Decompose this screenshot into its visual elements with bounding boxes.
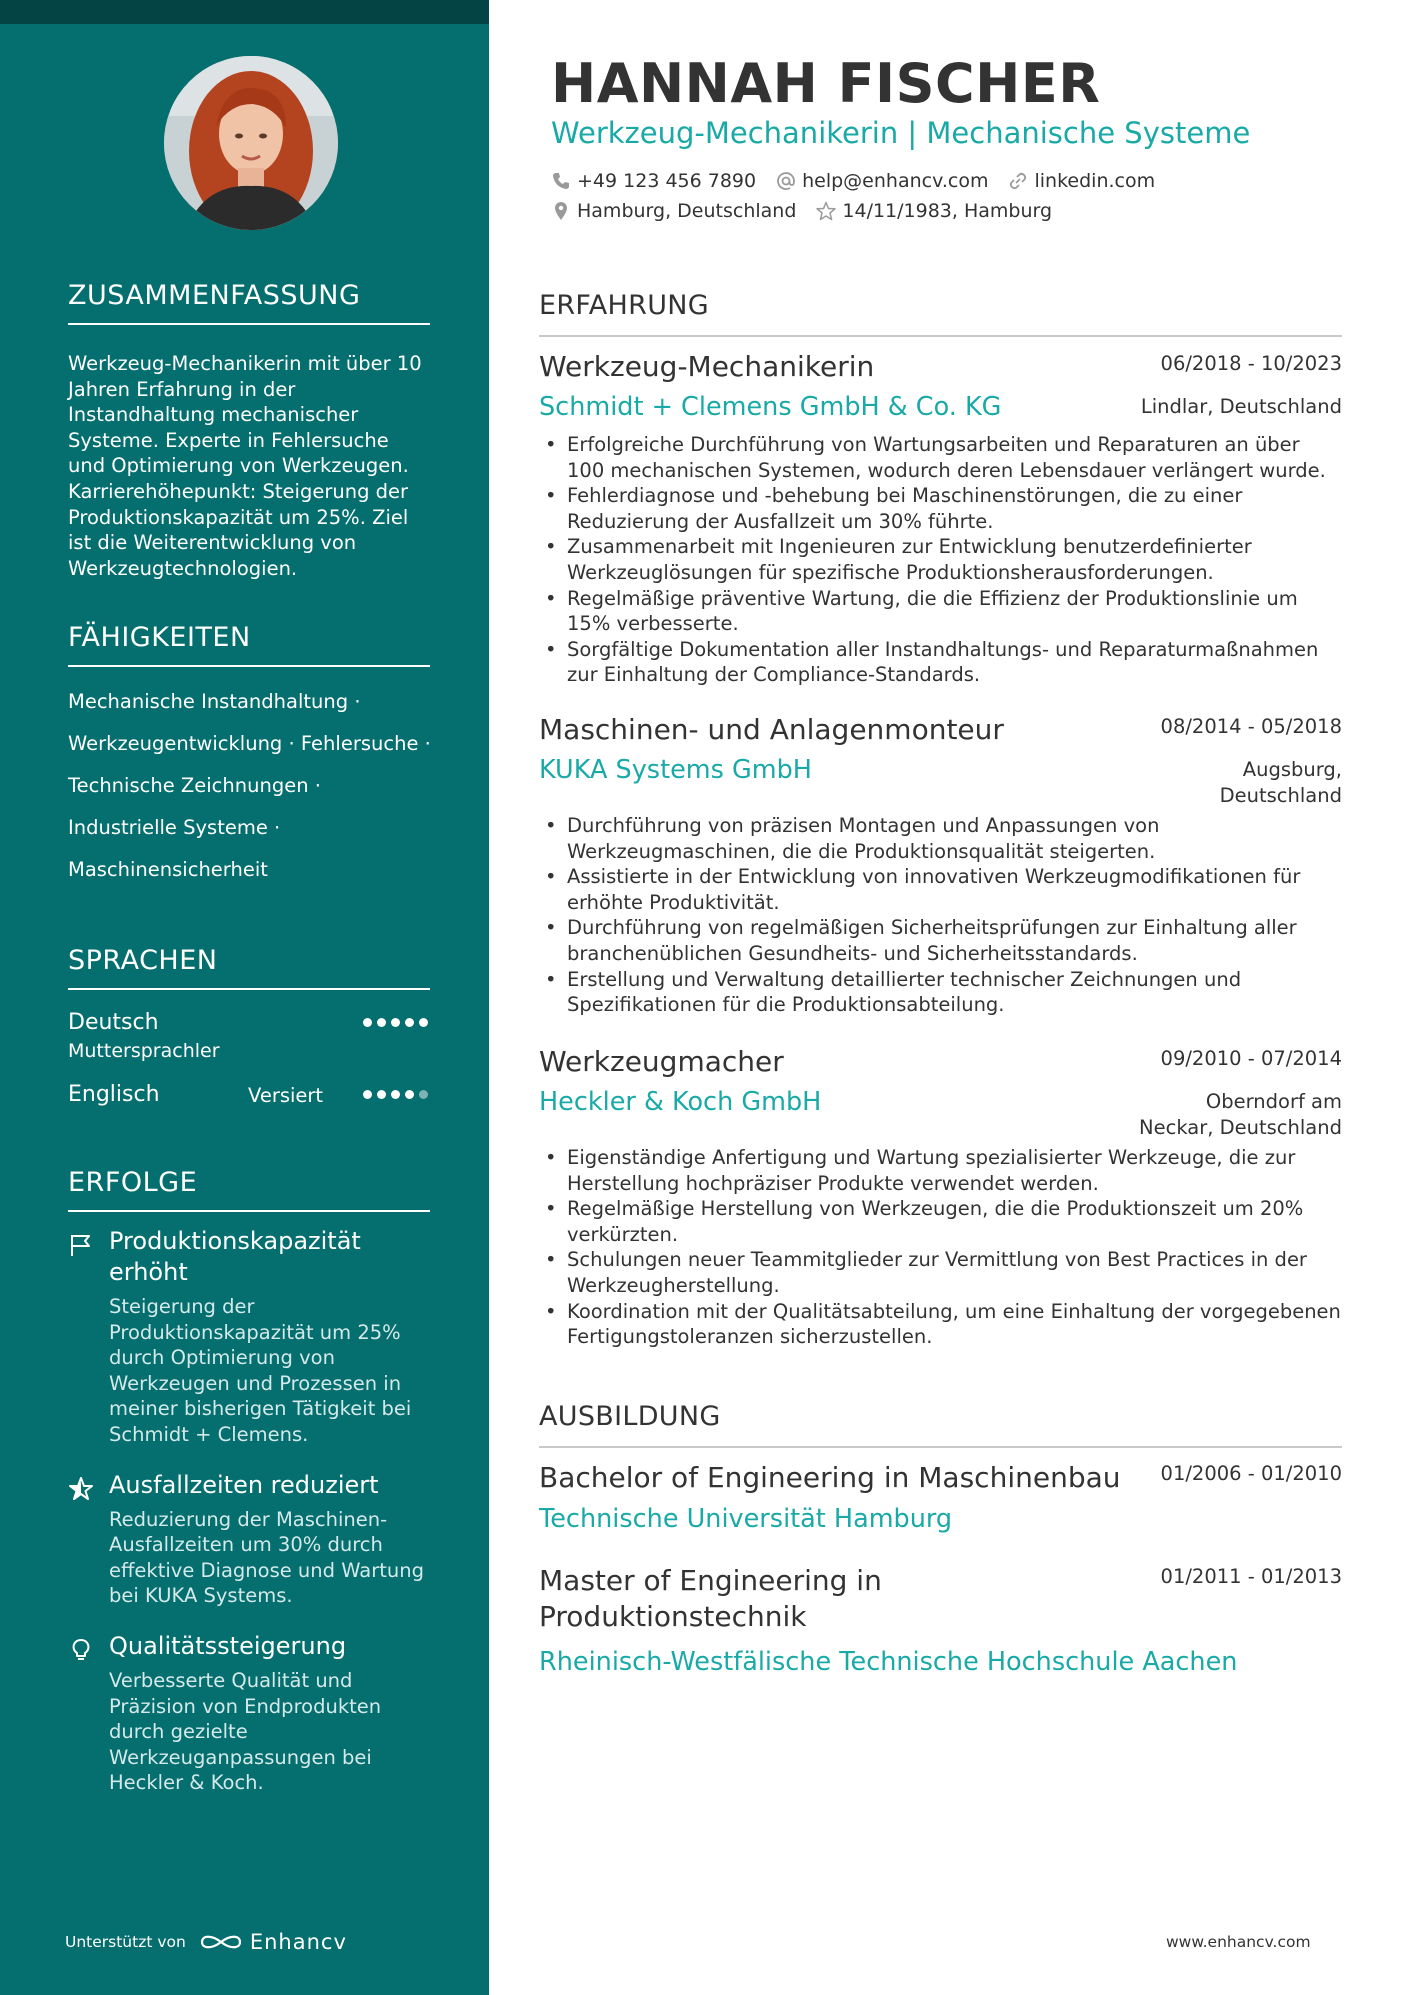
job-dates: 06/2018 - 10/2023 [1160, 352, 1342, 375]
linkedin-text: linkedin.com [1034, 170, 1156, 192]
job-bullets [539, 432, 1342, 688]
job-title: Maschinen- und Anlagenmonteur [539, 713, 1004, 746]
education-section [539, 1401, 1342, 1448]
job-bullets [539, 813, 1342, 1018]
star-icon [68, 1476, 94, 1502]
link-icon [1008, 171, 1028, 191]
achievement-desc: Reduzierung der Maschinen-Ausfallzeiten um 30% durch effektive Diagnose und Wartung bei KUKA Systems. [109, 1507, 424, 1608]
contact-linkedin[interactable] [1008, 170, 1155, 192]
contact-email[interactable] [776, 170, 988, 192]
language-rating [363, 1090, 428, 1099]
email-text: help@enhancv.com [802, 170, 989, 192]
job-title: Werkzeug-Mechanikerin [539, 350, 875, 383]
skills-title: FÄHIGKEITEN [68, 622, 430, 667]
language-name: Deutsch [68, 1010, 159, 1035]
rating-dot [391, 1018, 400, 1027]
job-bullet: • Durchführung von regelmäßigen Sicherheitsprüfungen zur Einhaltung aller branchenüblichen Gesundheits- und Sicherheitsstandards. [539, 915, 1342, 966]
contact-row [551, 200, 1052, 222]
language-item [68, 990, 430, 1062]
experience-title: ERFAHRUNG [539, 290, 1342, 337]
job-title: Werkzeugmacher [539, 1045, 784, 1078]
skills-list [68, 681, 430, 891]
education-school: Rheinisch-Westfälische Technische Hochschule Aachen [539, 1647, 1238, 1677]
job-dates: 09/2010 - 07/2014 [1160, 1047, 1342, 1070]
birth-text: 14/11/1983, Hamburg [842, 200, 1053, 222]
location-pin-icon [551, 201, 571, 221]
skills-section [68, 622, 430, 891]
rating-dot [363, 1018, 372, 1027]
rating-dot [419, 1018, 428, 1027]
contact-location [551, 200, 796, 222]
language-level: Versiert [248, 1084, 324, 1107]
job-bullet: • Zusammenarbeit mit Ingenieuren zur Entwicklung benutzerdefinierter Werkzeuglösungen für spezifische Produktionsherausforderungen. [539, 534, 1342, 585]
job-bullet: • Erfolgreiche Durchführung von Wartungsarbeiten und Reparaturen an über 100 mechanischen Systemen, wodurch deren Lebensdauer verlängert wurde. [539, 432, 1342, 483]
skill-line: Industrielle Systeme · [68, 816, 281, 839]
summary-title: ZUSAMMENFASSUNG [68, 280, 430, 325]
job-bullet: • Regelmäßige Herstellung von Werkzeugen, die die Produktionszeit um 20% verkürzten. [539, 1196, 1342, 1247]
language-level: Muttersprachler [68, 1040, 220, 1062]
headline: Werkzeug-Mechanikerin | Mechanische Systeme [551, 116, 1251, 150]
sidebar-top-bar [0, 0, 489, 24]
achievement-item [68, 1470, 430, 1609]
education-school: Technische Universität Hamburg [539, 1504, 953, 1534]
star-outline-icon [816, 201, 836, 221]
job-location: Augsburg, Deutschland [1219, 758, 1342, 807]
job-dates: 08/2014 - 05/2018 [1160, 715, 1342, 738]
job-bullets [539, 1145, 1342, 1350]
powered-by [65, 1930, 347, 1954]
achievement-desc: Steigerung der Produktionskapazität um 25% durch Optimierung von Werkzeugen und Prozessen in meiner bisherigen Tätigkeit bei Schmidt + Clemens. [109, 1295, 412, 1446]
rating-dot [405, 1018, 414, 1027]
contact-birth [816, 200, 1052, 222]
language-name: Englisch [68, 1082, 160, 1107]
achievements-title: ERFOLGE [68, 1167, 430, 1212]
language-rating [363, 1018, 428, 1027]
rating-dot [391, 1090, 400, 1099]
skill-line: Mechanische Instandhaltung · [68, 690, 361, 713]
job-bullet: • Regelmäßige präventive Wartung, die die Effizienz der Produktionslinie um 15% verbesserte. [539, 586, 1342, 637]
at-icon [776, 171, 796, 191]
summary-text: Werkzeug-Mechanikerin mit über 10 Jahren Erfahrung in der Instandhaltung mechanischer Systeme. Experte in Fehlersuche und Optimierung von Werkzeugen. Karrierehöhepunkt: Steigerung der Produktionskapazität um 25%. Ziel ist die Weiterentwicklung von Werkzeugtechnologien. [68, 352, 422, 580]
lightbulb-icon [68, 1637, 94, 1663]
rating-dot [363, 1090, 372, 1099]
job-location: Lindlar, Deutschland [1140, 395, 1342, 418]
education-degree: Bachelor of Engineering in Maschinenbau [539, 1461, 1121, 1494]
candidate-name: HANNAH FISCHER [551, 52, 1101, 115]
job-company: Schmidt + Clemens GmbH & Co. KG [539, 392, 1002, 422]
languages-title: SPRACHEN [68, 945, 430, 990]
job-company: Heckler & Koch GmbH [539, 1087, 822, 1117]
achievements-section [68, 1167, 430, 1796]
brand-name: Enhancv [249, 1930, 347, 1954]
location-text: Hamburg, Deutschland [577, 200, 797, 222]
job-company: KUKA Systems GmbH [539, 755, 812, 785]
skill-line: Maschinensicherheit [68, 858, 268, 881]
contact-phone[interactable] [551, 170, 756, 192]
job-bullet: • Durchführung von präzisen Montagen und Anpassungen von Werkzeugmaschinen, die die Produktionsqualität steigerten. [539, 813, 1342, 864]
achievement-title: Produktionskapazität erhöht [109, 1227, 361, 1286]
brand-logo[interactable] [198, 1930, 347, 1954]
powered-by-label: Unterstützt von [65, 1933, 186, 1951]
avatar [164, 56, 338, 230]
job-bullet: • Sorgfältige Dokumentation aller Instandhaltungs- und Reparaturmaßnahmen zur Einhaltung der Compliance-Standards. [539, 637, 1342, 688]
education-dates: 01/2011 - 01/2013 [1160, 1565, 1342, 1588]
education-degree: Master of Engineering in Produktionstechnik [539, 1564, 882, 1633]
rating-dot [405, 1090, 414, 1099]
phone-text: +49 123 456 7890 [577, 170, 757, 192]
job-bullet: • Koordination mit der Qualitätsabteilung, um eine Einhaltung der vorgegebenen Fertigungstoleranzen sicherzustellen. [539, 1299, 1342, 1350]
languages-section [68, 945, 430, 1126]
contact-row [551, 170, 1155, 192]
rating-dot [377, 1018, 386, 1027]
skill-line: Technische Zeichnungen · [68, 774, 321, 797]
experience-section [539, 290, 1342, 337]
flag-icon [68, 1232, 94, 1258]
rating-dot-empty [419, 1090, 428, 1099]
rating-dot [377, 1090, 386, 1099]
footer-url[interactable]: www.enhancv.com [1166, 1933, 1311, 1951]
achievement-item [68, 1631, 430, 1796]
job-bullet: • Fehlerdiagnose und -behebung bei Maschinenstörungen, die zu einer Reduzierung der Ausfallzeit um 30% führte. [539, 483, 1342, 534]
education-dates: 01/2006 - 01/2010 [1160, 1462, 1342, 1485]
phone-icon [551, 171, 571, 191]
enhancv-logo-icon [198, 1931, 244, 1953]
job-bullet: • Schulungen neuer Teammitglieder zur Vermittlung von Best Practices in der Werkzeugherstellung. [539, 1247, 1342, 1298]
sidebar [0, 0, 489, 1995]
achievement-item [68, 1226, 430, 1448]
achievement-desc: Verbesserte Qualität und Präzision von Endprodukten durch gezielte Werkzeuganpassungen bei Heckler & Koch. [109, 1668, 382, 1795]
skill-line: Werkzeugentwicklung · Fehlersuche · [68, 732, 431, 755]
job-bullet: • Eigenständige Anfertigung und Wartung spezialisierter Werkzeuge, die zur Herstellung hochpräziser Produkte verwendet werden. [539, 1145, 1342, 1196]
education-title: AUSBILDUNG [539, 1401, 1342, 1448]
achievement-title: Ausfallzeiten reduziert [109, 1470, 379, 1499]
job-bullet: • Erstellung und Verwaltung detaillierter technischer Zeichnungen und Spezifikationen für die Produktionsabteilung. [539, 967, 1342, 1018]
achievement-title: Qualitätssteigerung [109, 1631, 347, 1660]
job-location: Oberndorf am Neckar, Deutschland [1139, 1090, 1342, 1139]
summary-section [68, 280, 430, 581]
language-item [68, 1062, 430, 1126]
job-bullet: • Assistierte in der Entwicklung von innovativen Werkzeugmodifikationen für erhöhte Produktivität. [539, 864, 1342, 915]
